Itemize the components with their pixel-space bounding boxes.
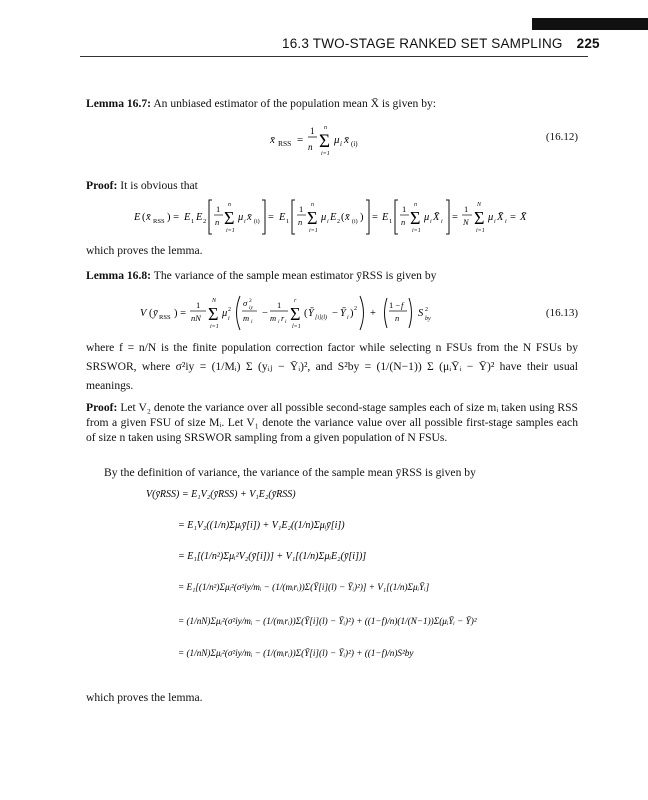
svg-text:2: 2 [203, 218, 207, 225]
svg-text:n: n [228, 202, 231, 208]
derivation-line-1: V(ȳRSS) = E₁V₂(ȳRSS) + V₁E₂(ȳRSS) [146, 489, 296, 500]
svg-text:+: + [370, 308, 376, 319]
svg-text:=: = [297, 134, 304, 146]
header-rule [80, 56, 588, 57]
svg-text:n: n [308, 142, 313, 152]
svg-text:RSS: RSS [278, 139, 292, 148]
svg-text:μ: μ [424, 212, 430, 223]
section-title: 16.3 TWO-STAGE RANKED SET SAMPLING [282, 36, 563, 51]
svg-text:(: ( [149, 308, 153, 319]
svg-text:1: 1 [464, 204, 469, 214]
svg-text:1: 1 [191, 218, 195, 225]
derivation-line-3: = E₁[(1/n²)Σμᵢ²V₂(ȳ[i])] + V₁[(1/n)ΣμᵢE₂(ȳ[i])] [178, 551, 367, 562]
equation-16-13 [140, 290, 520, 336]
svg-text:X̄: X̄ [497, 212, 504, 223]
svg-text:i: i [327, 219, 329, 225]
derivation-line-2: = E₁V₂((1/n)Σμᵢȳ[i]) + V₁E₂((1/n)Σμᵢȳ[i]) [178, 520, 345, 531]
svg-text:m: m [270, 313, 277, 323]
proof-1-equation [134, 194, 534, 240]
svg-text:Σ: Σ [410, 208, 421, 228]
svg-text:−: − [332, 308, 338, 319]
svg-text:Σ: Σ [290, 304, 301, 324]
svg-text:iy: iy [249, 305, 253, 311]
svg-text:(: ( [142, 212, 146, 223]
svg-text:(: ( [341, 212, 345, 223]
svg-text:Σ: Σ [319, 131, 331, 152]
svg-text:2: 2 [337, 219, 340, 225]
svg-text:i=1: i=1 [309, 228, 318, 234]
svg-text:Ȳ: Ȳ [308, 308, 314, 319]
svg-text:x̄: x̄ [345, 212, 350, 223]
svg-text:=: = [452, 212, 458, 223]
svg-text:i: i [494, 219, 496, 225]
equation-16-13-formula [140, 296, 431, 330]
derivation-line-5: = (1/nN)Σμᵢ²(σ²iy/mᵢ − (1/(mᵢrᵢ))Σ(Ȳ[i](l) − Ȳᵢ)²) + ((1−f)/n)(1/(N−1))Σ(μᵢȲᵢ − Ȳ)² [178, 616, 477, 626]
svg-text:i=1: i=1 [210, 324, 219, 330]
svg-text:1: 1 [216, 204, 221, 214]
proof-2 [86, 400, 578, 445]
svg-text:V: V [140, 308, 147, 319]
svg-text:(i): (i) [254, 219, 260, 225]
svg-text:[i](l): [i](l) [315, 315, 327, 321]
svg-text:i: i [244, 219, 246, 225]
equation-16-12-formula [270, 125, 358, 157]
svg-text:X̄: X̄ [520, 212, 527, 223]
svg-text:μ: μ [321, 212, 327, 223]
proof-1-equation-body [134, 200, 527, 234]
svg-text:n: n [311, 202, 314, 208]
derivation-line-6: = (1/nN)Σμᵢ²(σ²iy/mᵢ − (1/(mᵢrᵢ))Σ(Ȳ[i](l) − Ȳᵢ)²) + ((1−f)/n)S²by [178, 648, 414, 658]
svg-text:i: i [340, 140, 342, 148]
svg-text:n: n [215, 217, 220, 227]
lemma-text: The variance of the sample mean estimator ȳRSS is given by [153, 269, 437, 282]
lemma-label: Lemma 16.8: [86, 269, 152, 282]
proof-2-intro: By the definition of variance, the variance of the sample mean ȳRSS is given by [104, 466, 476, 479]
lemma-16-8-where: where f = n/N is the finite population correction factor while selecting n FSUs from the N FSUs by SRSWOR, where σ²iy = (1/Mᵢ) Σ (yᵢⱼ − Ȳᵢ)², and S²by = (1/(N−1)) Σ (μᵢȲᵢ − Ȳ)² have their usual meanings. [86, 341, 578, 392]
svg-text:n: n [401, 217, 406, 227]
svg-text:Σ: Σ [224, 208, 235, 228]
svg-text:1: 1 [389, 218, 393, 225]
svg-text:E: E [196, 212, 203, 223]
svg-text:x̄: x̄ [247, 212, 252, 223]
svg-text:i=1: i=1 [226, 228, 235, 234]
svg-text:f: f [401, 300, 404, 310]
lemma-16-8 [86, 268, 578, 283]
page-number: 225 [576, 36, 600, 51]
svg-text:nN: nN [191, 313, 201, 323]
svg-text:RSS: RSS [159, 314, 171, 321]
svg-text:(i): (i) [352, 219, 358, 225]
equation-number-16-12: (16.12) [545, 131, 578, 143]
svg-text:i=1: i=1 [412, 228, 421, 234]
proof-text: Let V₂ denote the variance over all possible second-stage samples each of size mᵢ taken using RSS from a given FSU of size Mᵢ. Let V₁ denote the variance value over all possible first-stage samples each of size n taken using SRSWOR sampling from a given population of N FSUs. [86, 401, 578, 444]
svg-text:−: − [262, 308, 268, 319]
svg-text:E: E [382, 212, 389, 223]
proof-1 [86, 178, 578, 193]
svg-text:1: 1 [310, 126, 315, 136]
svg-text:Σ: Σ [208, 304, 219, 324]
svg-text:=: = [268, 212, 274, 223]
svg-text:N: N [212, 298, 217, 304]
svg-text:i: i [441, 219, 443, 225]
svg-text:1: 1 [277, 300, 282, 310]
svg-text:μ: μ [222, 308, 228, 319]
svg-text:1: 1 [286, 218, 290, 225]
svg-text:(i): (i) [351, 140, 358, 148]
svg-text:Ȳ: Ȳ [340, 308, 346, 319]
svg-text:μ: μ [238, 212, 244, 223]
svg-text:i: i [251, 319, 253, 325]
svg-text:r: r [294, 298, 297, 304]
svg-text:E: E [279, 212, 286, 223]
svg-text:2: 2 [354, 306, 357, 312]
proof-label: Proof: [86, 401, 118, 414]
svg-text:n: n [324, 125, 327, 131]
svg-text:x̄: x̄ [270, 134, 275, 146]
svg-text:=: = [510, 212, 516, 223]
variance-derivation [138, 484, 538, 684]
svg-text:N: N [463, 217, 469, 227]
svg-text:n: n [298, 217, 303, 227]
svg-text:μ: μ [334, 134, 340, 146]
svg-text:S: S [418, 308, 424, 319]
header-bar [532, 18, 648, 30]
svg-text:RSS: RSS [153, 218, 165, 225]
lemma-text: An unbiased estimator of the population mean X̄ is given by: [153, 97, 437, 110]
svg-text:i: i [347, 315, 349, 321]
svg-text:2: 2 [249, 298, 252, 304]
svg-text:i: i [505, 219, 507, 225]
svg-text:X̄: X̄ [433, 212, 440, 223]
svg-text:x̄: x̄ [344, 134, 349, 146]
svg-text:i=1: i=1 [476, 228, 485, 234]
proof-2-conclusion: which proves the lemma. [86, 691, 203, 704]
svg-text:1: 1 [299, 204, 304, 214]
svg-text:) =: ) = [174, 308, 187, 319]
svg-text:E: E [184, 212, 191, 223]
svg-text:1: 1 [402, 204, 407, 214]
svg-text:1 −: 1 − [389, 300, 401, 310]
svg-text:σ: σ [243, 298, 248, 308]
svg-text:i=1: i=1 [321, 151, 330, 157]
proof-text: It is obvious that [120, 179, 198, 192]
svg-text:μ: μ [488, 212, 494, 223]
proof-label: Proof: [86, 179, 118, 192]
svg-text:m: m [243, 313, 250, 323]
svg-text:): ) [360, 212, 364, 223]
svg-text:) =: ) = [167, 212, 180, 223]
svg-text:N: N [477, 202, 482, 208]
svg-text:1: 1 [196, 300, 201, 310]
svg-text:i: i [278, 319, 280, 325]
svg-text:=: = [372, 212, 378, 223]
svg-text:l=1: l=1 [292, 324, 301, 330]
lemma-label: Lemma 16.7: [86, 97, 152, 110]
svg-text:n: n [395, 313, 400, 323]
equation-16-12 [270, 118, 400, 158]
proof-1-conclusion: which proves the lemma. [86, 244, 203, 257]
svg-text:i: i [228, 316, 230, 322]
svg-text:x̄: x̄ [146, 212, 151, 223]
svg-text:E: E [134, 212, 141, 223]
svg-text:Σ: Σ [474, 208, 485, 228]
equation-number-16-13: (16.13) [545, 307, 578, 319]
svg-text:E: E [330, 212, 337, 223]
svg-text:(: ( [304, 308, 308, 319]
running-header [282, 36, 600, 51]
svg-text:i: i [430, 219, 432, 225]
derivation-line-4: = E₁[(1/n²)Σμᵢ²(σ²iy/mᵢ − (1/(mᵢrᵢ))Σ(Ȳ[i](l) − Ȳᵢ)²)] + V₁[(1/n)ΣμᵢȲᵢ] [178, 582, 430, 592]
svg-text:): ) [350, 308, 354, 319]
svg-text:n: n [414, 202, 417, 208]
svg-text:r: r [281, 313, 285, 323]
svg-text:2: 2 [228, 307, 231, 313]
svg-text:Σ: Σ [307, 208, 318, 228]
lemma-16-7 [86, 96, 578, 111]
svg-text:i: i [285, 319, 287, 325]
svg-text:2: 2 [425, 307, 428, 313]
svg-text:by: by [425, 316, 431, 322]
svg-text:ȳ: ȳ [153, 308, 158, 319]
